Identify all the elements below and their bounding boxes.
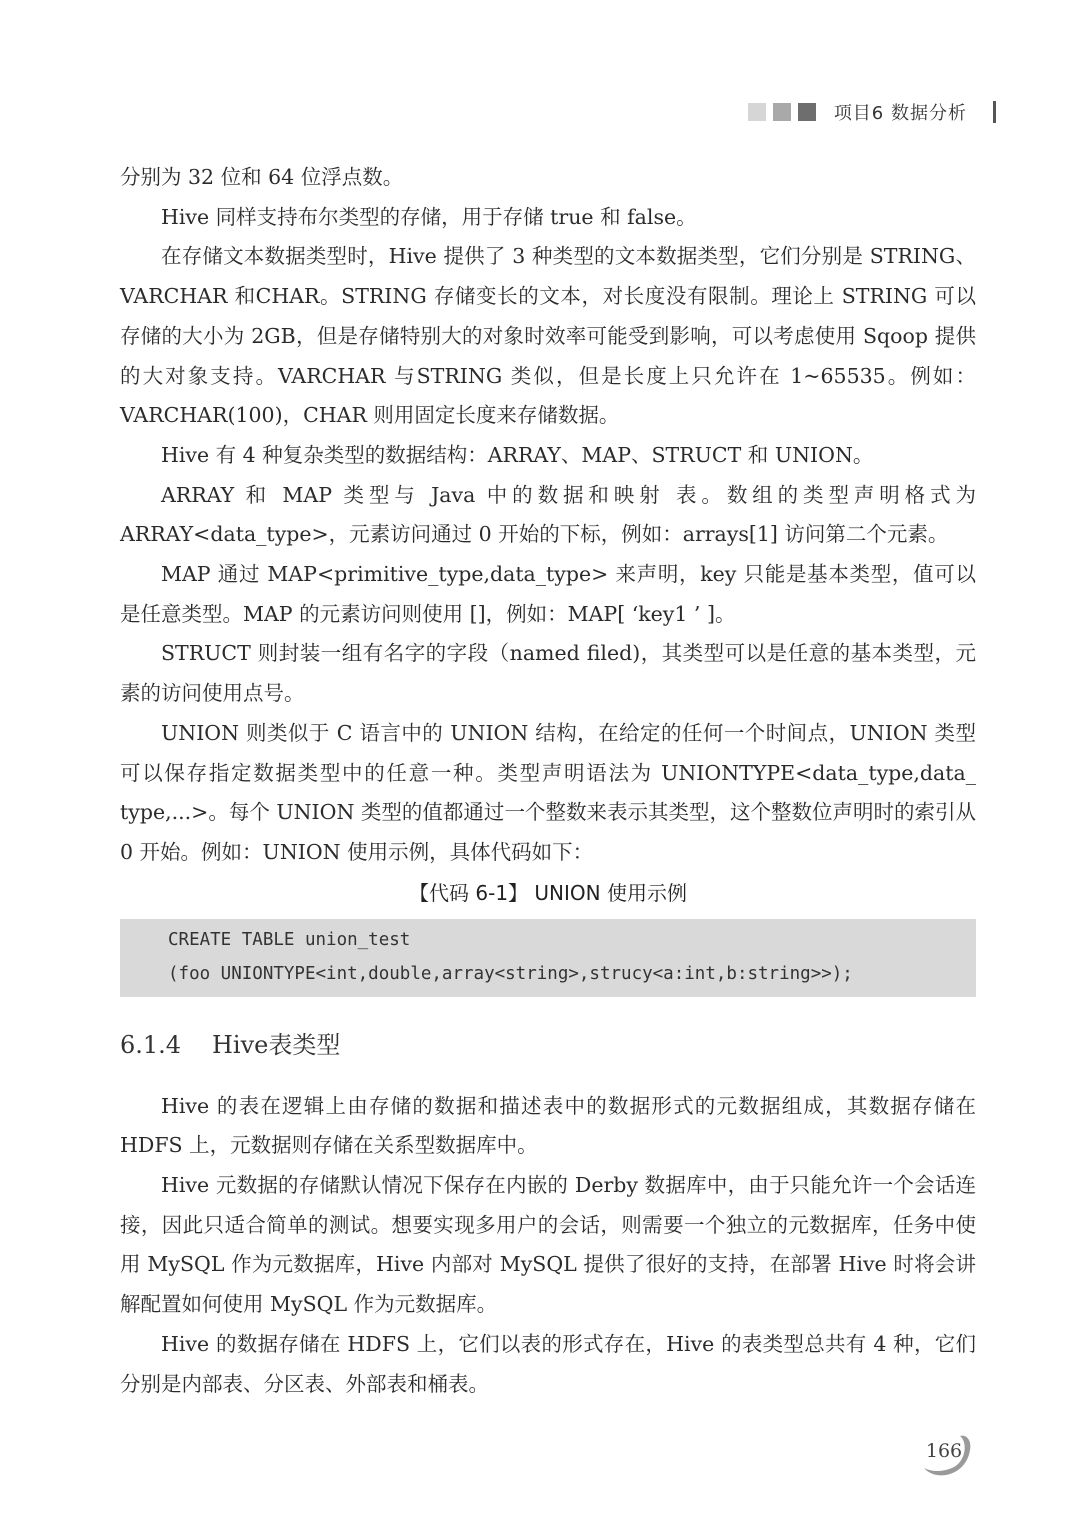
code-line: (foo UNIONTYPE<int,double,array<string>,strucy<a:int,b:string>>); bbox=[168, 963, 853, 984]
section-heading bbox=[120, 1025, 976, 1065]
paragraph: Hive 有 4 种复杂类型的数据结构：ARRAY、MAP、STRUCT 和 UNION。 bbox=[161, 442, 874, 467]
header-decor-square-light bbox=[748, 103, 766, 121]
header-bar bbox=[993, 101, 996, 123]
paragraph: MAP 通过 MAP<primitive_type,data_type> 来声明，key 只能是基本类型，值可以是任意类型。MAP 的元素访问则使用 []，例如：MAP[ ‘key1 ’ ]。 bbox=[120, 562, 976, 626]
paragraph: Hive 的数据存储在 HDFS 上，它们以表的形式存在，Hive 的表类型总共有 4 种，它们分别是内部表、分区表、外部表和桶表。 bbox=[120, 1331, 976, 1396]
paragraph: 分别为 32 位和 64 位浮点数。 bbox=[120, 165, 404, 189]
paragraph: UNION 则类似于 C 语言中的 UNION 结构，在给定的任何一个时间点，UNION 类型可以保存指定数据类型中的任意一种。类型声明语法为 UNIONTYPE<data_type,data_ type,...>。每个 UNION 类型的值都通过一个整数来表示其类型，这个整数位声明时的索引从 0 开始。例如：UNION 使用示例，具体代码如下： bbox=[120, 720, 976, 864]
page-number-text: 166 bbox=[925, 1440, 963, 1462]
paragraph: Hive 同样支持布尔类型的存储，用于存储 true 和 false。 bbox=[161, 204, 697, 229]
page-body bbox=[120, 158, 976, 1404]
paragraph: 在存储文本数据类型时，Hive 提供了 3 种类型的文本数据类型，它们分别是 STRING、VARCHAR 和CHAR。STRING 存储变长的文本，对长度没有限制。理论上 STRING 可以存储的大小为 2GB，但是存储特别大的对象时效率可能受到影响，可以考虑使用 Sqoop 提供的大对象支持。VARCHAR 与STRING 类似，但是长度上只允许在 1~65535。例如：VARCHAR(100)，CHAR 则用固定长度来存储数据。 bbox=[120, 244, 976, 428]
header-title: 项目6 数据分析 bbox=[833, 103, 967, 124]
running-header bbox=[748, 96, 996, 128]
code-caption: 【代码 6-1】 UNION 使用示例 bbox=[409, 880, 687, 905]
paragraph: Hive 的表在逻辑上由存储的数据和描述表中的数据形式的元数据组成，其数据存储在 HDFS 上，元数据则存储在关系型数据库中。 bbox=[120, 1093, 976, 1158]
paragraph: ARRAY 和 MAP 类型与 Java 中的数据和映射 表。数组的类型声明格式为 ARRAY<data_type>，元素访问通过 0 开始的下标，例如：arrays[1] 访问第二个元素。 bbox=[120, 482, 976, 547]
page-number bbox=[916, 1432, 974, 1478]
section-number: 6.1.4 bbox=[120, 1030, 182, 1059]
header-decor-square-mid bbox=[773, 103, 791, 121]
header-decor-square-dark bbox=[798, 103, 816, 121]
paragraphs-before-code bbox=[120, 158, 976, 873]
code-block bbox=[120, 919, 976, 997]
paragraph: STRUCT 则封装一组有名字的字段（named filed)，其类型可以是任意的基本类型，元素的访问使用点号。 bbox=[120, 641, 976, 706]
section-title: Hive表类型 bbox=[212, 1030, 341, 1059]
paragraphs-after-heading bbox=[120, 1087, 976, 1405]
paragraph: Hive 元数据的存储默认情况下保存在内嵌的 Derby 数据库中，由于只能允许一个会话连接，因此只适合简单的测试。想要实现多用户的会话，则需要一个独立的元数据库，任务中使用 MySQL 作为元数据库，Hive 内部对 MySQL 提供了很好的支持，在部署 Hive 时将会讲解配置如何使用 MySQL 作为元数据库。 bbox=[120, 1173, 976, 1317]
code-line: CREATE TABLE union_test bbox=[168, 929, 411, 950]
